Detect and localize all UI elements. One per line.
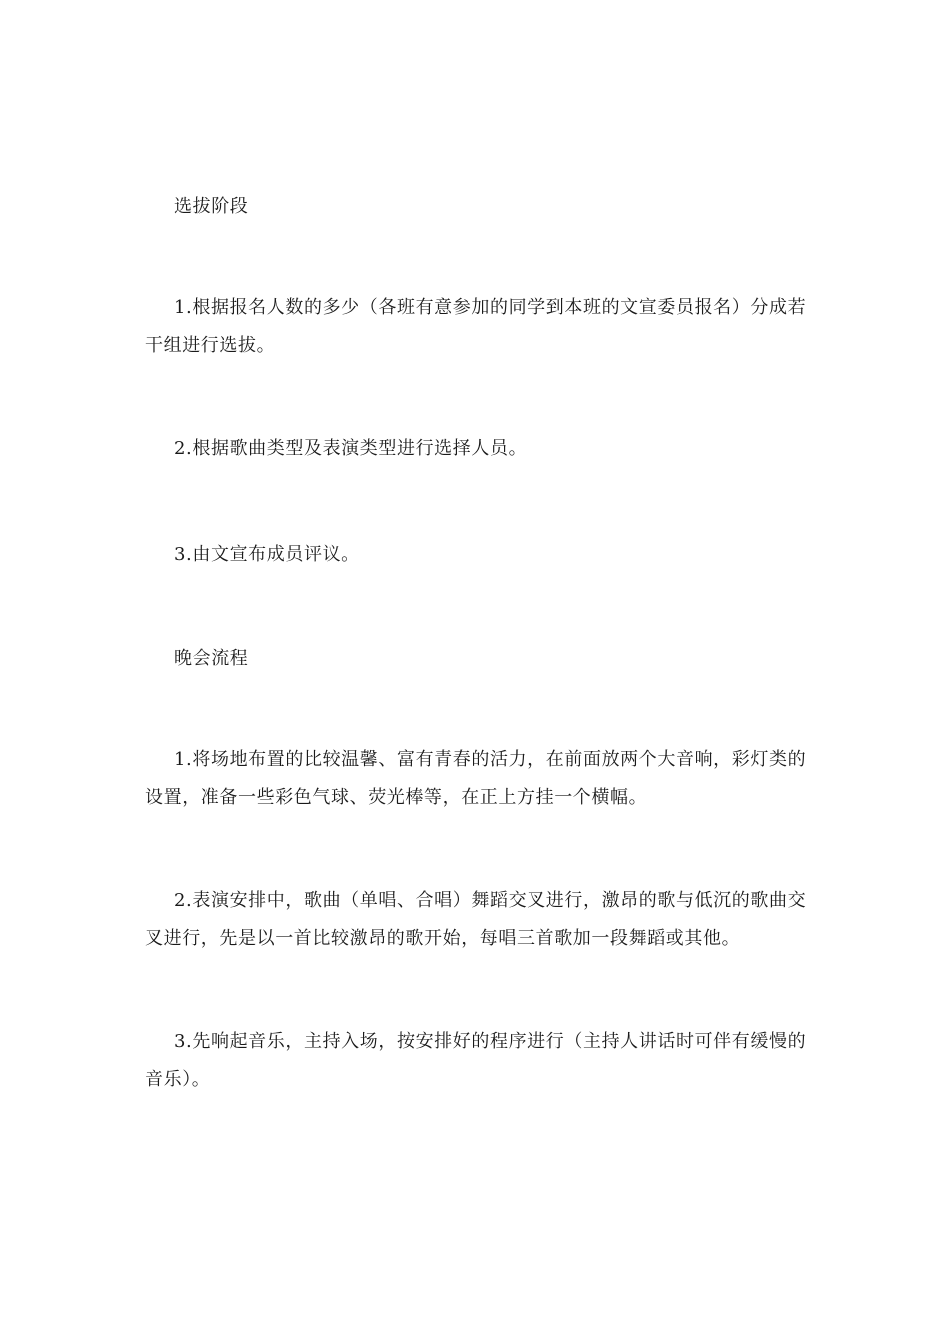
section-heading-evening-process: 晚会流程 bbox=[174, 648, 249, 669]
paragraph-selection-2: 2.根据歌曲类型及表演类型进行选择人员。 bbox=[174, 438, 528, 459]
paragraph-process-1: 1.将场地布置的比较温馨、富有青春的活力，在前面放两个大音响，彩灯类的设置，准备一些彩色气球、荧光棒等，在正上方挂一个横幅。 bbox=[145, 749, 807, 808]
section-heading-selection: 选拔阶段 bbox=[174, 196, 249, 217]
paragraph-process-3: 3.先响起音乐，主持入场，按安排好的程序进行（主持人讲话时可伴有缓慢的音乐）。 bbox=[145, 1031, 807, 1090]
paragraph-selection-3: 3.由文宣布成员评议。 bbox=[174, 544, 360, 565]
paragraph-process-2: 2.表演安排中，歌曲（单唱、合唱）舞蹈交叉进行，激昂的歌与低沉的歌曲交叉进行，先是以一首比较激昂的歌开始，每唱三首歌加一段舞蹈或其他。 bbox=[145, 890, 807, 949]
paragraph-selection-1: 1.根据报名人数的多少（各班有意参加的同学到本班的文宣委员报名）分成若干组进行选拔。 bbox=[145, 297, 807, 356]
